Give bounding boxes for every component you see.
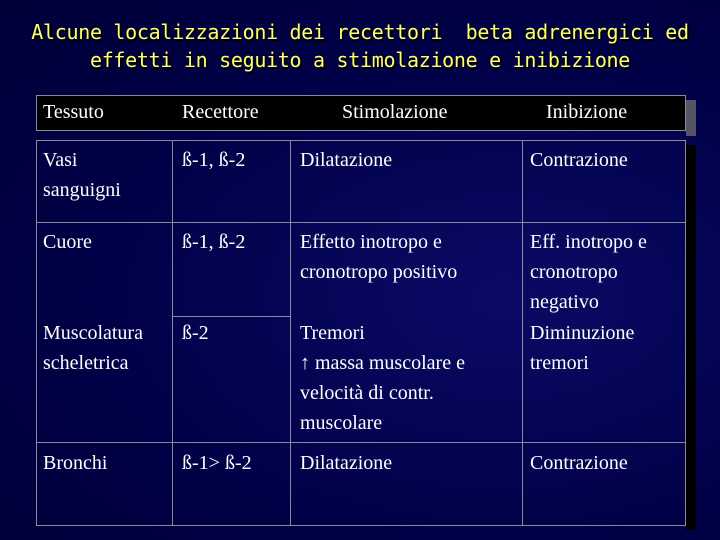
cell-stimolazione-cuore: Effetto inotropo e cronotropo positivo (300, 231, 458, 283)
cell-inibizione-cuore: Eff. inotropo e cronotropo negativo (530, 231, 647, 313)
row-divider (36, 222, 686, 223)
cell-tessuto-muscolatura: Muscolatura scheletrica (43, 322, 143, 374)
cell-recettore-bronchi: ß-1> ß-2 (182, 452, 252, 474)
cell-inibizione-vasi: Contrazione (530, 149, 628, 171)
header-recettore: Recettore (182, 101, 259, 123)
column-divider (172, 140, 173, 526)
cell-recettore-vasi: ß-1, ß-2 (182, 149, 246, 171)
header-stimolazione: Stimolazione (342, 101, 448, 123)
title-line-2: effetti in seguito a stimolazione e inibizione (89, 48, 631, 72)
table-shadow (686, 145, 696, 530)
cell-inibizione-muscolatura: Diminuzione tremori (530, 322, 635, 374)
cell-tessuto-vasi: Vasi sanguigni (43, 149, 121, 201)
cell-tessuto-cuore: Cuore (43, 231, 92, 253)
cell-inibizione-bronchi: Contrazione (530, 452, 628, 474)
cell-recettore-cuore: ß-1, ß-2 (182, 231, 246, 253)
cell-stimolazione-bronchi: Dilatazione (300, 452, 393, 474)
row-divider (172, 316, 290, 317)
cell-stimolazione-muscolatura: Tremori ↑ massa muscolare e velocità di contr. muscolare (300, 322, 465, 434)
cell-stimolazione-vasi: Dilatazione (300, 149, 393, 171)
column-divider (290, 140, 291, 526)
slide-title (0, 18, 720, 74)
header-tessuto: Tessuto (43, 101, 104, 123)
header-shadow (686, 100, 696, 136)
column-divider (522, 140, 523, 526)
row-divider (36, 442, 686, 443)
title-line-1: Alcune localizzazioni dei recettori beta adrenergici ed (31, 20, 689, 44)
cell-recettore-muscolatura: ß-2 (182, 322, 209, 344)
header-inibizione: Inibizione (546, 101, 628, 123)
cell-tessuto-bronchi: Bronchi (43, 452, 108, 474)
